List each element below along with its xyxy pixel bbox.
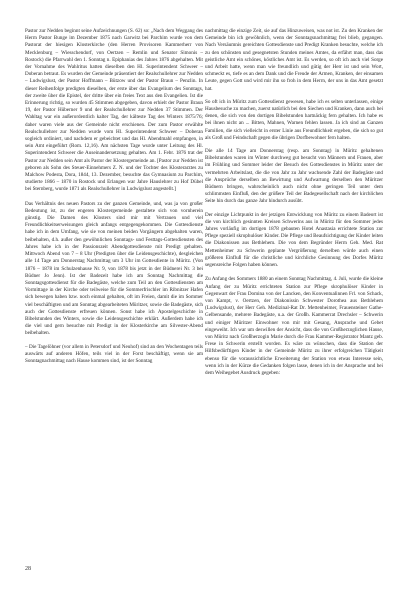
paragraph: Zu Anfang des Sommers 1880 an einem Sonntag Nachmittag, 4. Juli, wurde die kleine Anfang der zu Müritz errichteten Station zur Pflege skrophulöser Kinder in Gegenwart der Frau Domina von der Lancken, den Konventualinnen Frl. von Schack, von Kampt, v. Oertzen, der Diakonissin Schwester Dorothea aus Bethlehem (Ludwigslust), der Herr Geh. Medizinal-Rat Dr. Mettenheimer, Frauensteiner Gathe-Gelbensande, mehrere Badegäste, u.a. der Großh. Kammerrat Drechsler – Schwerin und einiger Müritzer Einwohner von mir mit Gesang, Ansprache und Gebet eingeweiht. Ich war um deswillen der Ansicht, dass die von Großherzoglichen Hause, von Müritz nach Großherzogin Marie durch die Frau Kammer-Registrator Mantz geb. Frese in Schwerin erstellt worden. Es wäre zu wünschen, dass die Station der Hilfsbedürftigen Kinder in der Gemeinde Müritz zu ihrer erfolgreichen Tätigkeit ebenso für die voraussichtliche Erweiterung der Station von etwas Interesse sein, wenn ich in der Kürze die Gedanken folgen lasse, denen ich in der Ansprache und bei dem Weihegebet Ausdruck gegeben: xyxy=(205,276,383,376)
paragraph: Die alle 14 Tage am Donnerstag (resp. am Sonntag) in Müritz gehaltenen Bibelstunden waren im Winter durchweg gut besucht von Männern und Frauen, aber im Frühling und Sommer leider der Besuch des Gottesdienstes in Müritz unter der vermehrten Arbeitslast, die die von Jahr zu Jahr wachsende Zahl der Badegäste und die Ansprüche derselben an Bewirtung und Aufwartung derselben den Müritzer Büdnern bringen, wahrscheinlich auch nicht ohne geringen Teil unter dem schlimmsten Einfluß, den der größere Teil der Badegesellschaft nach der kirchlichen Seite hin durch das ganze Jahr hindurch ausübt. xyxy=(205,148,383,205)
paragraph: nachmittag die einzige Zeit, sie auf das Hinzuweisen, was not ist. Zu den Kranken der Gemeinde bin ich gewöhnlich, wenn der Sonntagsnachmittag frei blieb, gegangen. Nach Versäumnis gereichten Gottesdienste und Predigt Kranken besuchte, welche ich zu den schönsten und gesegnetsten Stunden meines Amtes, da erfährt man, dass das geistliche Amt ein schönes, köstliches Amt ist. Es werden, so oft ich auch viel Sorge und Arbeit hatte, wenn man wie freundlich und gütig der Herr ist und sein Wort, schmeckt es, tiefe es an dem Dank und die Freude der Armen, Kranken, der einsamen Leute, gegen Gott und wird mir ihn so froh in dem Herrn, der uns in das Amt gesetzt hat. xyxy=(205,28,383,92)
left-column xyxy=(25,28,203,365)
right-column xyxy=(205,28,383,377)
paragraph: – Die Tagelöhner (vor allem in Petersdorf und Neuhof) sind an den Wochentagen teils auswärts auf anderen Höfen, teils viel in der Forst beschäftigt, wenn sie am Sonntagnachmittag nach Hause kommen sind, ist der Sonntag xyxy=(25,343,203,364)
paragraph: So oft ich in Müritz zum Gottesdienst gewesen, habe ich es selten unterlassen, einige Hausbesuche zu machen, zuerst natürlich bei den Siechen und Kranken, dann auch bei denen, die sich von den dortigen Bibelstunden hartnäckig fern gehalten. Ich habe es bei ihnen nicht an ... Bitten, Mahnen, Warnen fehlen lassen. Ja ich sind an Ganzen Familien, die sich vielleicht in erster Linie aus Freundlichkeit ergeben, die sich so gut als Groß und Feindschaft gegen die übrigen Dorfbewohner fern halten. xyxy=(205,98,383,141)
paragraph: Der einzige Lichtpunkt in der jetzigen Entwicklung von Müritz zu einem Badeort ist die von kirchlich gesinnten Kreisen Schwerins aus in Müritz für den Sommer jedes Jahres vorläufig im dortigen 1878 gebauten Hotel Anastasia errichtete Station zur Pflege speziell skrophulöser Kinder. Die Pflege und Beaufsichtigung der Kinder leiten die Diakonissen aus Bethlehem. Die von dem Begründer Herrn Geh. Med. Rat Mettenheimer zu Schwerin geplante Vergrößerung derselben würde auch einen größeren Einfluß für die christliche und kirchliche Gesinnung des Dorfes Müritz segensreiche Folgen haben können. xyxy=(205,211,383,269)
paragraph: Pastor zur Nedden beginnt seine Aufzeichnungen (S. 62) so: „Nach dem Weggang des Herrn Pastor Bunge im Dezember 1875 nach Garwitz bei Parchim wurde von dem Pastorat der hiesigen Klosterkirche (den Herren Provisoren Kammerherr von Mecklenburg – Wiesschendorf, von Oertzen – Remlin und Senator Simonis – Rostock) die Pfarrwahl den 1. Sonntag n. Epiphanias des Jahres 1876 abgehalten. Mit der Vornahme des Wahlritus hatten dieselben den Hl. Superintendent Schweer – Doberan betraut. Es wurden der Gemeinde präsentiert der Realschullehrer zur Nedden – Ludwigslust, der Pastor Hoffmann – Bützow und der Pastor Braun – Penzlin. In dieser Reihenfolge predigten dieselben, der erste über das Evangelium des Sonntags, der zweite über die Epistel, der dritte über ein freies Text aus den Evangelien. Ist die Erinnerung richtig, so wurden 45 Stimmen abgegeben, davon erhielt der Pastor Braun 19, der Pastor Hüberner 9 und der Realschullehrer zur Nedden 37 Stimmen. Der Wahltag war ein außerordentlich kalter Tag, der kälteste Tag des Winters 1875/76; daher waren viele aus der Gemeinde nicht erschienen. Der zum Pastor erwählte Realschullehrer zur Nedden wurde vom Hl. Superintendent Schweer – Doberan sogleich ordiniert, und nachdem er gebeichtet und das Hl. Abendmahl empfangen, in sein Amt eingeführt (Rom. 12,16). Am nächsten Tage wurde unter Leitung des Hl. Superintendent Schweer die Auseinandersetzung gehalten. Am 1. Febr. 1876 trat der Pastor zur Nedden sein Amt als Pastor der Klostergemeinde an. [Pastor zur Nedden ist geboren als Sohn des Steuer-Einnehmers Z. N. und der Tochter des Klosterarztes zu Malchow Podesta, Dora, 1844, 13. Dezember, besuchte das Gymnasium zu Parchim, studierte 1866 – 1870 in Rostock und Erlangen war Jahre Hauslehrer zu Hof Dübel bei Sternberg, wurde 1871 als Realschullehrer in Ludwigslust angestellt.] xyxy=(25,28,203,193)
paragraph: Das Verhältnis des neuen Pastors zu der ganzen Gemeinde, und, was ja von großer Bedeutung ist, zu der engeren Klostergemeinde gestaltete sich von vornherein günstig. Die Damen des Klosters sind mir mit Vertrauen und viel Freundlichkeitserweisungen gleich anfangs entgegengekommen. Die Gottesdienste habe ich in dem Umfang, wie sie von meinen beiden Vorgängern abgehalten waren, beibehalten, d.h. außer den gewöhnlichen Sonntags- und Festtags-Gottesdiensten des Jahres habe ich in der Passionszeit Abendgottesdienste mit Predigt gehalten. Mittwoch Abend von 7 – 8 Uhr (Predigten über die Leidensgeschichte), desgleichen alle 14 Tage am Donnerstag Nachmittag um 3 Uhr im Gottesdiente in Müritz. (Von 1876 – 1878 im Schulzenhause Nr. 9, von 1878 bis jetzt in der Büdnerei Nr. 3 bei Büdner Jo Jenn). Ist der Badezeit habe ich am Sonntag Nachmittag die Sonntagsgottesdienst für die Badegäste, welche zum Teil an den Gottesdiensten am Vormittage in der Kirche oder teilweise für die Sommerfrischler im Ribnitzer Hafen sich bewegen haben bzw. noch einmal gehalten, oft im Freien, damit die im Sommer viel beschäftigten und am Sonntag abgearbeiteten Müritzer, sowie die Badegäste, sich auch der Gottesdienste erfreuen können. Sonst habe ich Apostelgeschichte in Bibelstunden des Winters, sowie die Leidensgeschichte erklärt. Außerdem habe ich die viel und gern besuchte mit Predigt in der Klosterkirche am Silvester-Abend beibehalten. xyxy=(25,200,203,337)
page-number: 28 xyxy=(25,566,31,572)
